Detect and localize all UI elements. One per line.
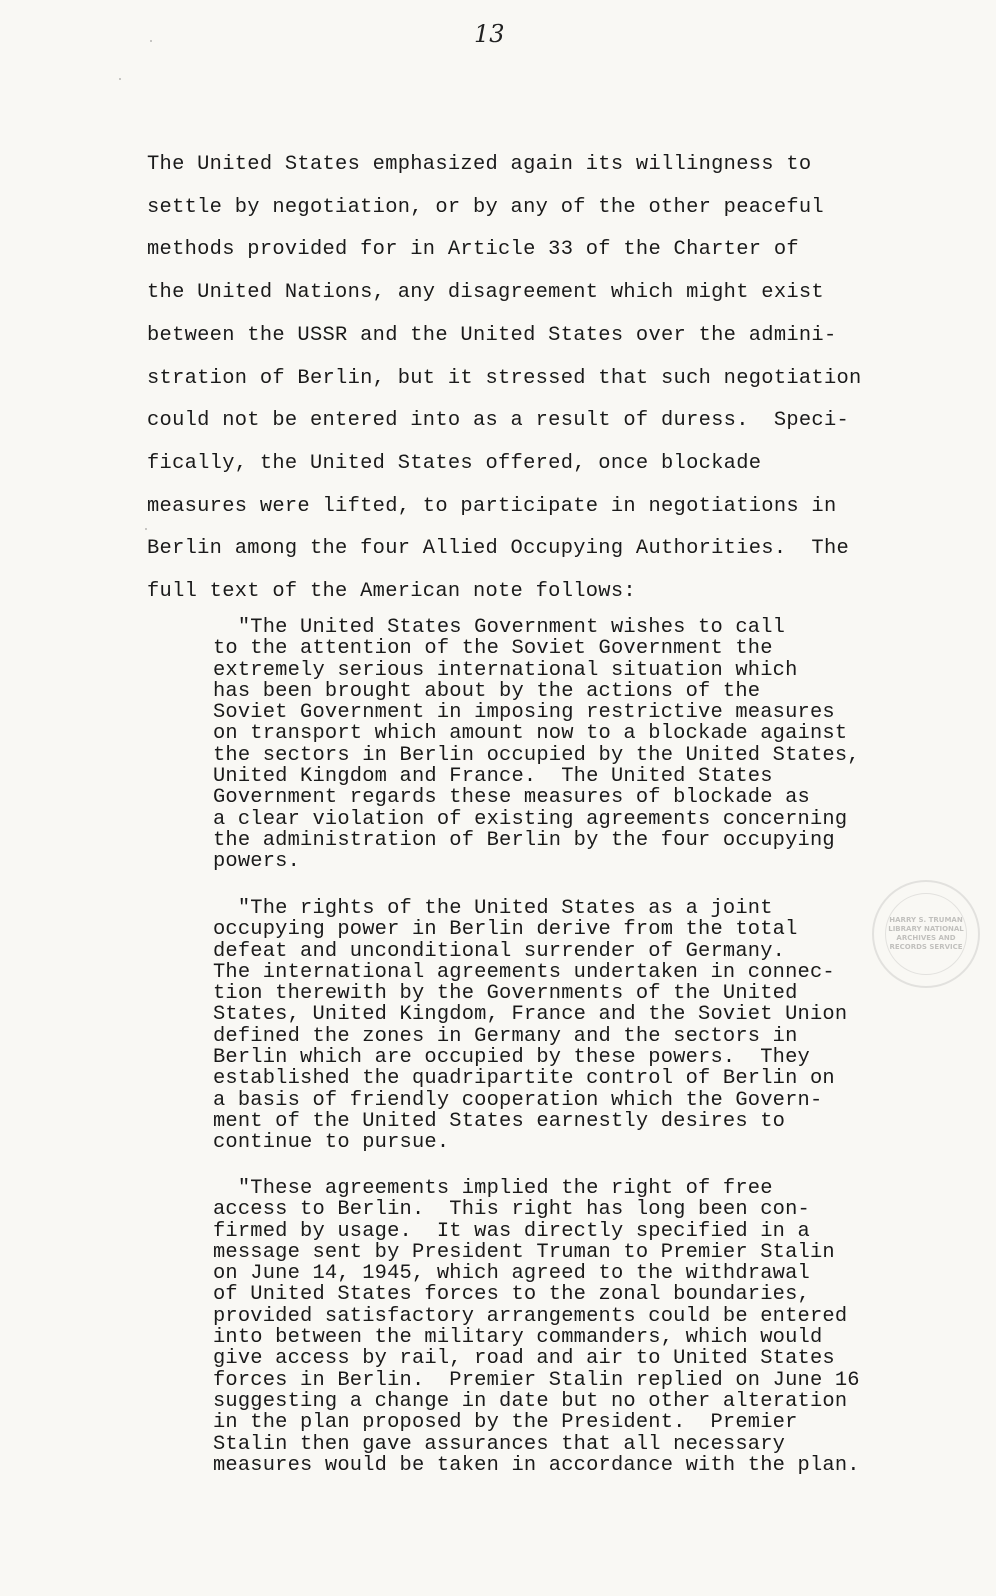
body-line: Berlin among the four Allied Occupying Authorities. The xyxy=(147,537,850,561)
quote-line: Government regards these measures of blockade as xyxy=(213,786,810,810)
quote-line: the sectors in Berlin occupied by the United States, xyxy=(213,743,860,767)
quote-line: on June 14, 1945, which agreed to the withdrawal xyxy=(213,1262,810,1286)
quote-line: tion therewith by the Governments of the United xyxy=(213,982,798,1006)
archive-stamp xyxy=(872,880,980,988)
quote-paragraph-3 xyxy=(213,1178,893,1476)
quote-line: extremely serious international situation which xyxy=(213,658,798,682)
quote-line: United Kingdom and France. The United States xyxy=(213,765,773,789)
quote-line: into between the military commanders, which would xyxy=(213,1326,823,1350)
quote-paragraph-2 xyxy=(213,898,893,1154)
body-line: The United States emphasized again its willingness to xyxy=(147,153,812,176)
quote-line: a basis of friendly cooperation which the Govern- xyxy=(213,1088,823,1112)
body-line: between the USSR and the United States over the admini- xyxy=(147,323,837,347)
quote-line: ment of the United States earnestly desires to xyxy=(213,1109,786,1133)
body-paragraph xyxy=(147,144,887,614)
quote-line: continue to pursue. xyxy=(213,1131,450,1155)
quote-line: States, United Kingdom, France and the Soviet Union xyxy=(213,1003,848,1027)
body-line: measures were lifted, to participate in negotiations in xyxy=(147,494,837,518)
body-line: full text of the American note follows: xyxy=(147,580,636,604)
quote-line: Soviet Government in imposing restrictive measures xyxy=(213,701,835,725)
quote-line: has been brought about by the actions of the xyxy=(213,679,761,703)
quote-line: Berlin which are occupied by these powers. They xyxy=(213,1046,810,1070)
quote-line: to the attention of the Soviet Government the xyxy=(213,637,773,661)
body-line: could not be entered into as a result of duress. Speci- xyxy=(147,409,850,433)
quote-line: "The rights of the United States as a joint xyxy=(213,897,773,920)
quote-line: defined the zones in Germany and the sectors in xyxy=(213,1024,798,1048)
quote-line: defeat and unconditional surrender of Germany. xyxy=(213,939,786,963)
paper-speck xyxy=(150,40,152,42)
quote-line: a clear violation of existing agreements concerning xyxy=(213,807,848,831)
quote-line: "The United States Government wishes to call xyxy=(213,616,786,639)
quote-line: on transport which amount now to a blockade against xyxy=(213,722,848,746)
quote-line: access to Berlin. This right has long been con- xyxy=(213,1198,810,1222)
page-number: 13 xyxy=(474,20,505,48)
quote-line: Stalin then gave assurances that all necessary xyxy=(213,1432,786,1456)
quote-line: powers. xyxy=(213,850,301,874)
quote-paragraph-1 xyxy=(213,617,893,873)
quote-line: suggesting a change in date but no other alteration xyxy=(213,1389,848,1413)
quote-line: message sent by President Truman to Premier Stalin xyxy=(213,1240,835,1264)
body-line: the United Nations, any disagreement which might exist xyxy=(147,281,824,305)
quote-line: forces in Berlin. Premier Stalin replied on June 16 xyxy=(213,1368,860,1392)
body-line: fically, the United States offered, once blockade xyxy=(147,451,762,475)
body-line: methods provided for in Article 33 of the Charter of xyxy=(147,238,799,262)
body-line: settle by negotiation, or by any of the other peaceful xyxy=(147,195,824,219)
quote-line: the administration of Berlin by the four occupying xyxy=(213,828,835,852)
quote-line: provided satisfactory arrangements could be entered xyxy=(213,1304,848,1328)
body-line: stration of Berlin, but it stressed that such negotiation xyxy=(147,366,862,390)
quote-line: firmed by usage. It was directly specified in a xyxy=(213,1219,810,1243)
archive-stamp-text: HARRY S. TRUMAN LIBRARY NATIONAL ARCHIVES AND RECORDS SERVICE xyxy=(885,893,967,975)
paper-speck xyxy=(145,528,147,530)
quote-line: "These agreements implied the right of free xyxy=(213,1177,773,1200)
quote-line: give access by rail, road and air to United States xyxy=(213,1347,835,1371)
quote-line: measures would be taken in accordance with the plan. xyxy=(213,1453,860,1477)
paper-speck xyxy=(119,78,121,80)
quote-line: of United States forces to the zonal boundaries, xyxy=(213,1283,810,1307)
quote-line: in the plan proposed by the President. Premier xyxy=(213,1411,798,1435)
quote-line: occupying power in Berlin derive from the total xyxy=(213,918,798,942)
quote-line: established the quadripartite control of Berlin on xyxy=(213,1067,835,1091)
quote-line: The international agreements undertaken in connec- xyxy=(213,960,835,984)
